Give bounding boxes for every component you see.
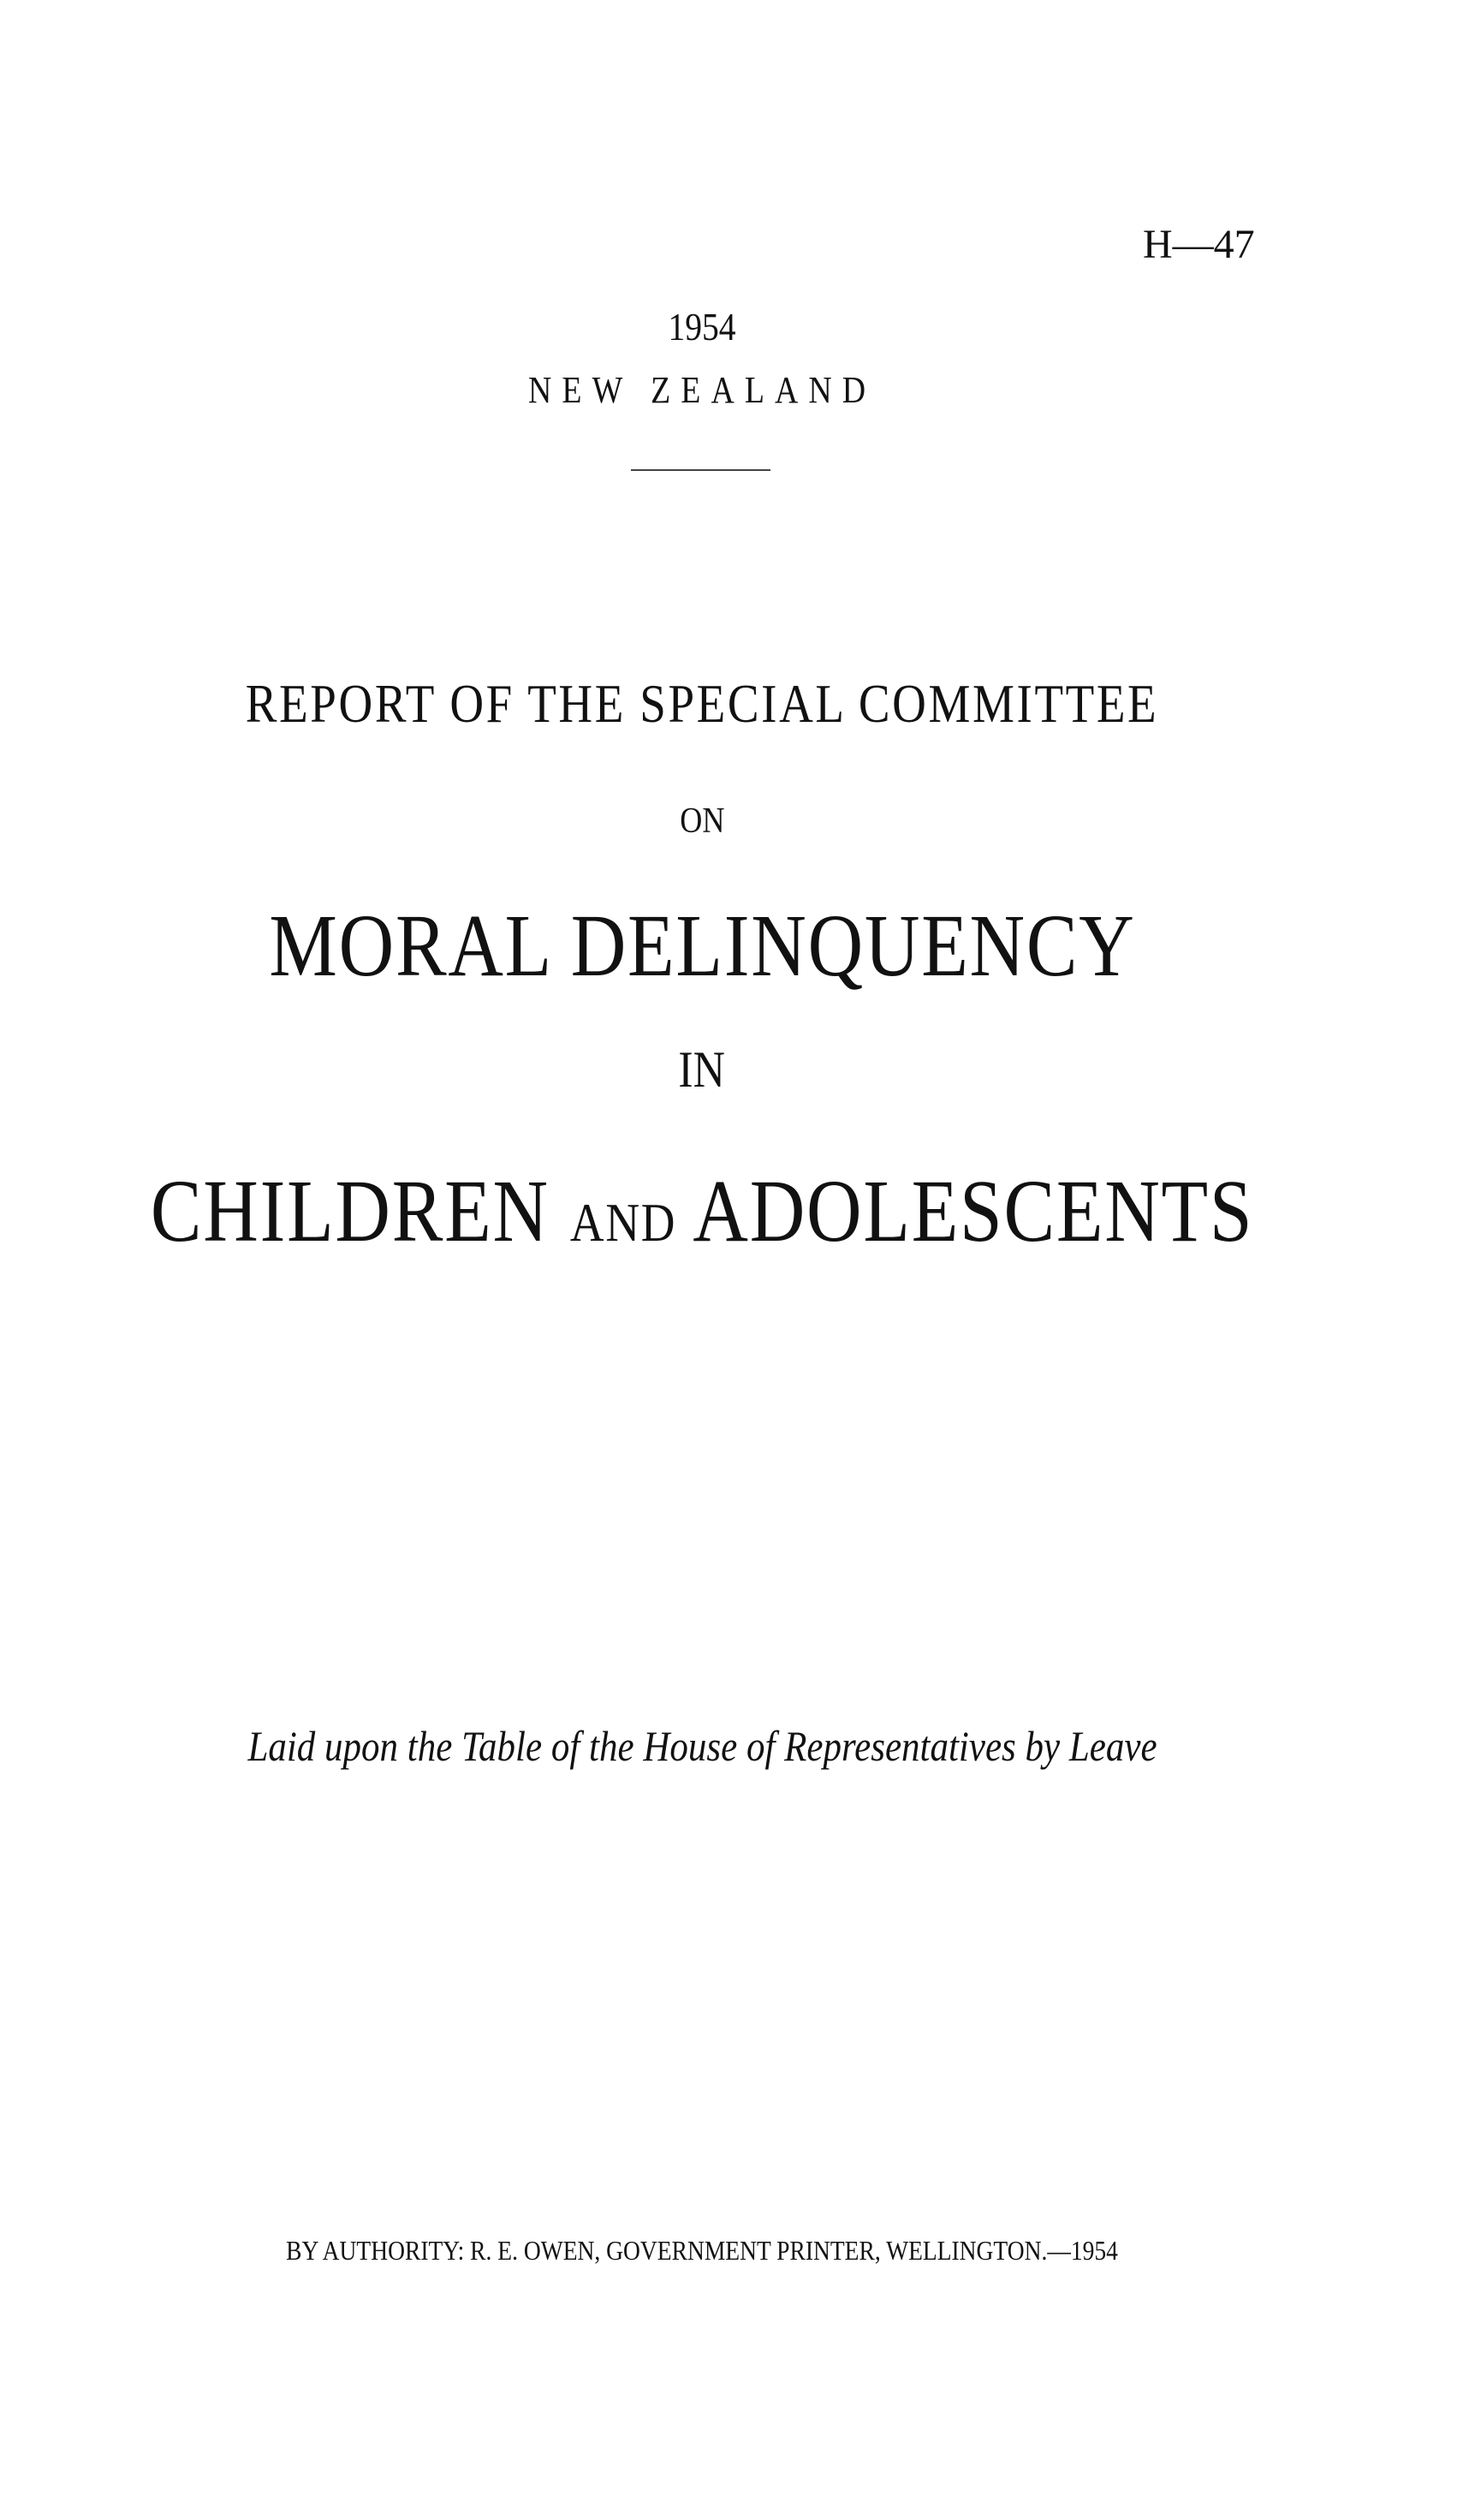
- title-group-b: ADOLESCENTS: [693, 1162, 1254, 1260]
- title-line-1-text: REPORT OF THE SPECIAL COMMITTEE: [245, 673, 1159, 734]
- title-on: [0, 801, 1404, 842]
- country-text: NEW ZEALAND: [527, 369, 877, 411]
- title-group: [0, 1160, 1404, 1262]
- title-group-text: [151, 1160, 1253, 1262]
- title-on-text: ON: [679, 801, 725, 841]
- title-group-and: AND: [569, 1192, 677, 1253]
- title-in-text: IN: [678, 1041, 726, 1098]
- country: [0, 368, 1404, 412]
- laid-notice-text: Laid upon the Table of the House of Representatives by Leave: [247, 1722, 1157, 1770]
- title-subject: [0, 895, 1404, 997]
- title-subject-text: MORAL DELINQUENCY: [268, 897, 1136, 995]
- imprint: [0, 2235, 1404, 2267]
- title-line-1: [0, 672, 1404, 736]
- title-group-a: CHILDREN: [150, 1162, 550, 1260]
- imprint-text: BY AUTHORITY: R. E. OWEN, GOVERNMENT PRINTER, WELLINGTON.—1954: [286, 2235, 1118, 2266]
- divider-rule: [631, 469, 770, 471]
- laid-notice: [0, 1721, 1404, 1771]
- title-in: [0, 1040, 1404, 1099]
- year: [0, 304, 1404, 349]
- paper-code: H—47: [1143, 222, 1255, 267]
- year-text: 1954: [668, 305, 736, 349]
